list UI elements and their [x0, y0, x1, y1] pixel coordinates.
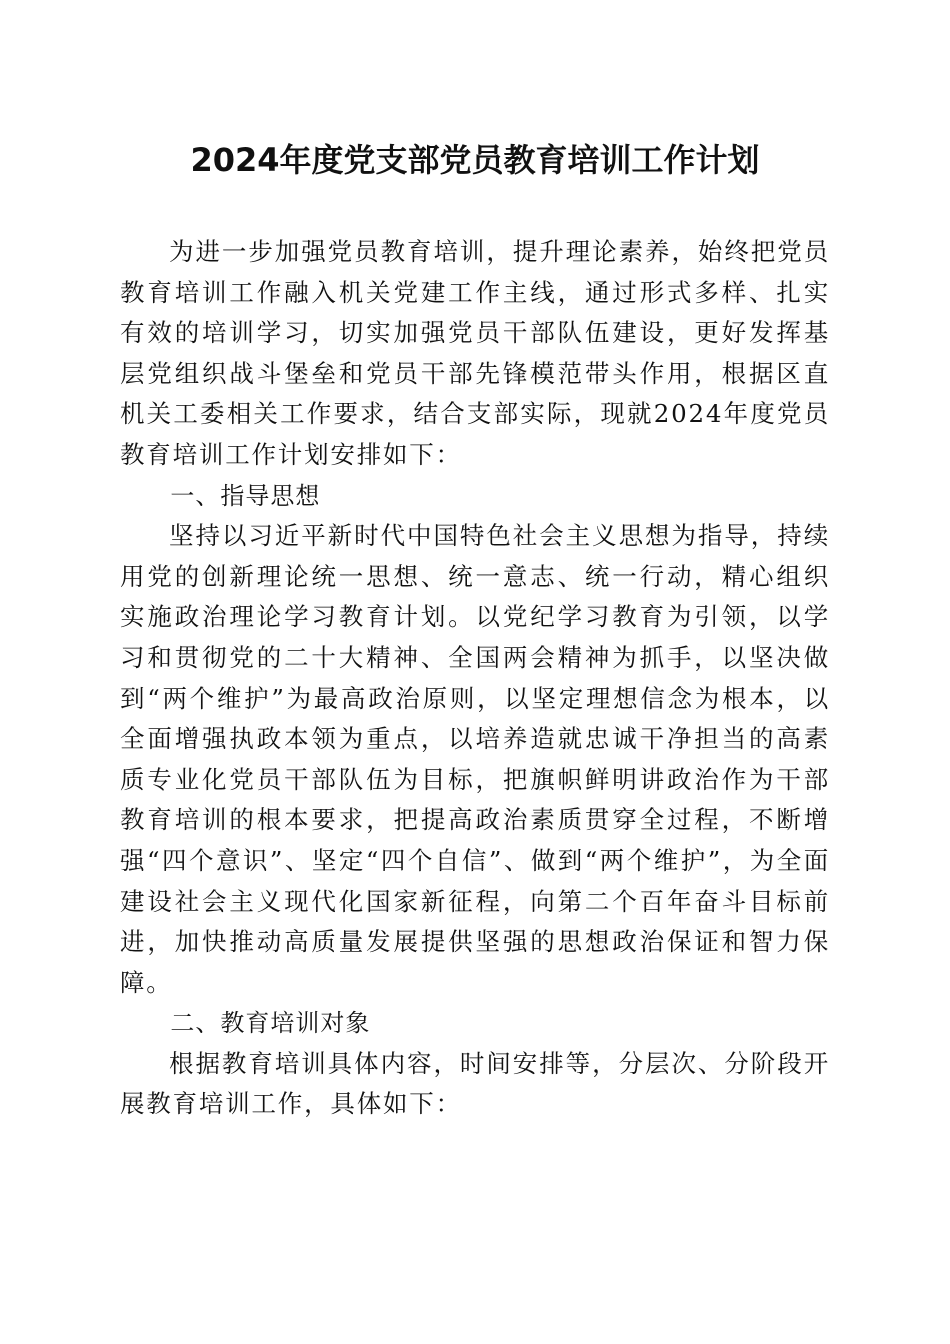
document-body	[120, 232, 830, 1125]
section-heading-training-targets: 二、教育培训对象	[170, 1009, 371, 1038]
section-body-guiding-ideology: 坚持以习近平新时代中国特色社会主义思想为指导，持续用党的创新理论统一思想、统一意志、统一行动，精心组织实施政治理论学习教育计划。以党纪学习教育为引领，以学习和贯彻党的二十大精神、全国两会精神为抓手，以坚决做到“两个维护”为最高政治原则，以坚定理想信念为根本，以全面增强执政本领为重点，以培养造就忠诚干净担当的高素质专业化党员干部队伍为目标，把旗帜鲜明讲政治作为干部教育培训的根本要求，把提高政治素质贯穿全过程，不断增强“四个意识”、坚定“四个自信”、做到“两个维护”，为全面建设社会主义现代化国家新征程，向第二个百年奋斗目标前进，加快推动高质量发展提供坚强的思想政治保证和智力保障。	[120, 521, 830, 997]
section-body-training-targets: 根据教育培训具体内容，时间安排等，分层次、分阶段开展教育培训工作，具体如下：	[120, 1048, 830, 1119]
document-title: 2024年度党支部党员教育培训工作计划	[190, 141, 760, 179]
intro-paragraph: 为进一步加强党员教育培训，提升理论素养，始终把党员教育培训工作融入机关党建工作主线，通过形式多样、扎实有效的培训学习，切实加强党员干部队伍建设，更好发挥基层党组织战斗堡垒和党员干部先锋模范带头作用，根据区直机关工委相关工作要求，结合支部实际，现就2024年度党员教育培训工作计划安排如下：	[120, 237, 830, 469]
section-heading-guiding-ideology: 一、指导思想	[170, 481, 321, 510]
